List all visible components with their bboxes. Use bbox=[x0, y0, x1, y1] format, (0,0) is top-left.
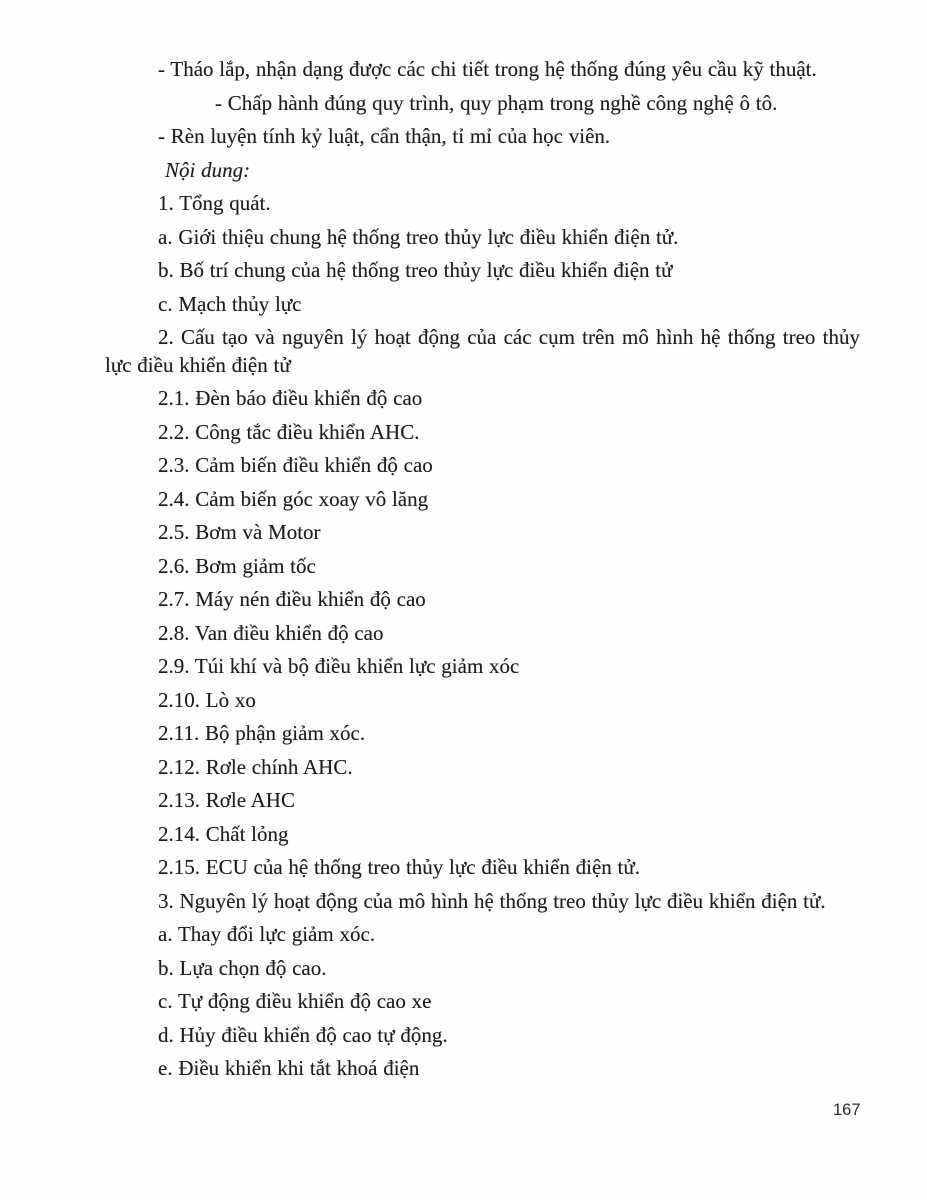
document-paragraph: 2.4. Cảm biến góc xoay vô lăng bbox=[158, 486, 429, 511]
document-paragraph: 2.7. Máy nén điều khiển độ cao bbox=[158, 587, 426, 611]
document-paragraph: a. Giới thiệu chung hệ thống treo thủy lực điều khiển điện tử. bbox=[158, 224, 679, 249]
document-paragraph: 2.8. Van điều khiển độ cao bbox=[158, 620, 384, 645]
document-paragraph: 2.9. Túi khí và bộ điều khiển lực giảm xóc bbox=[158, 654, 520, 678]
document-paragraph: 2.15. ECU của hệ thống treo thủy lực điều khiển điện tử. bbox=[158, 855, 640, 879]
document-paragraph: a. Thay đổi lực giảm xóc. bbox=[158, 922, 376, 946]
document-paragraph: - Tháo lắp, nhận dạng được các chi tiết trong hệ thống đúng yêu cầu kỹ thuật. bbox=[158, 57, 817, 81]
document-paragraph: 2.12. Rơle chính AHC. bbox=[158, 754, 353, 779]
document-paragraph: 2.5. Bơm và Motor bbox=[158, 520, 321, 544]
document-paragraph: 2.10. Lò xo bbox=[158, 687, 256, 712]
document-body bbox=[105, 56, 860, 1089]
document-paragraph: 2.6. Bơm giảm tốc bbox=[158, 553, 316, 578]
document-paragraph: 1. Tổng quát. bbox=[158, 191, 271, 215]
document-paragraph: d. Hủy điều khiển độ cao tự động. bbox=[158, 1022, 448, 1047]
document-paragraph: 3. Nguyên lý hoạt động của mô hình hệ thống treo thủy lực điều khiển điện tử. bbox=[158, 888, 826, 913]
document-paragraph: 2.1. Đèn báo điều khiển độ cao bbox=[158, 386, 423, 410]
document-paragraph: - Chấp hành đúng quy trình, quy phạm trong nghề công nghệ ô tô. bbox=[215, 90, 778, 115]
document-paragraph: 2.2. Công tắc điều khiển AHC. bbox=[158, 419, 420, 444]
document-paragraph: 2.13. Rơle AHC bbox=[158, 788, 295, 812]
document-paragraph: 2.11. Bộ phận giảm xóc. bbox=[158, 721, 366, 745]
document-paragraph: 2.14. Chất lỏng bbox=[158, 821, 289, 846]
document-paragraph: c. Tự động điều khiển độ cao xe bbox=[158, 989, 432, 1013]
document-paragraph: b. Lựa chọn độ cao. bbox=[158, 955, 327, 980]
document-paragraph: b. Bố trí chung của hệ thống treo thủy lực điều khiển điện tử bbox=[158, 258, 673, 282]
document-paragraph: 2. Cấu tạo và nguyên lý hoạt động của các cụm trên mô hình hệ thống treo thủy lực điều khiển điện tử bbox=[105, 325, 860, 377]
document-paragraph: Nội dung: bbox=[165, 157, 251, 182]
document-paragraph: - Rèn luyện tính kỷ luật, cẩn thận, tỉ mỉ của học viên. bbox=[158, 124, 611, 148]
page-number: 167 bbox=[833, 1101, 861, 1119]
document-paragraph: 2.3. Cảm biến điều khiển độ cao bbox=[158, 453, 433, 477]
document-paragraph: e. Điều khiển khi tắt khoá điện bbox=[158, 1056, 420, 1080]
document-paragraph: c. Mạch thủy lực bbox=[158, 291, 302, 316]
